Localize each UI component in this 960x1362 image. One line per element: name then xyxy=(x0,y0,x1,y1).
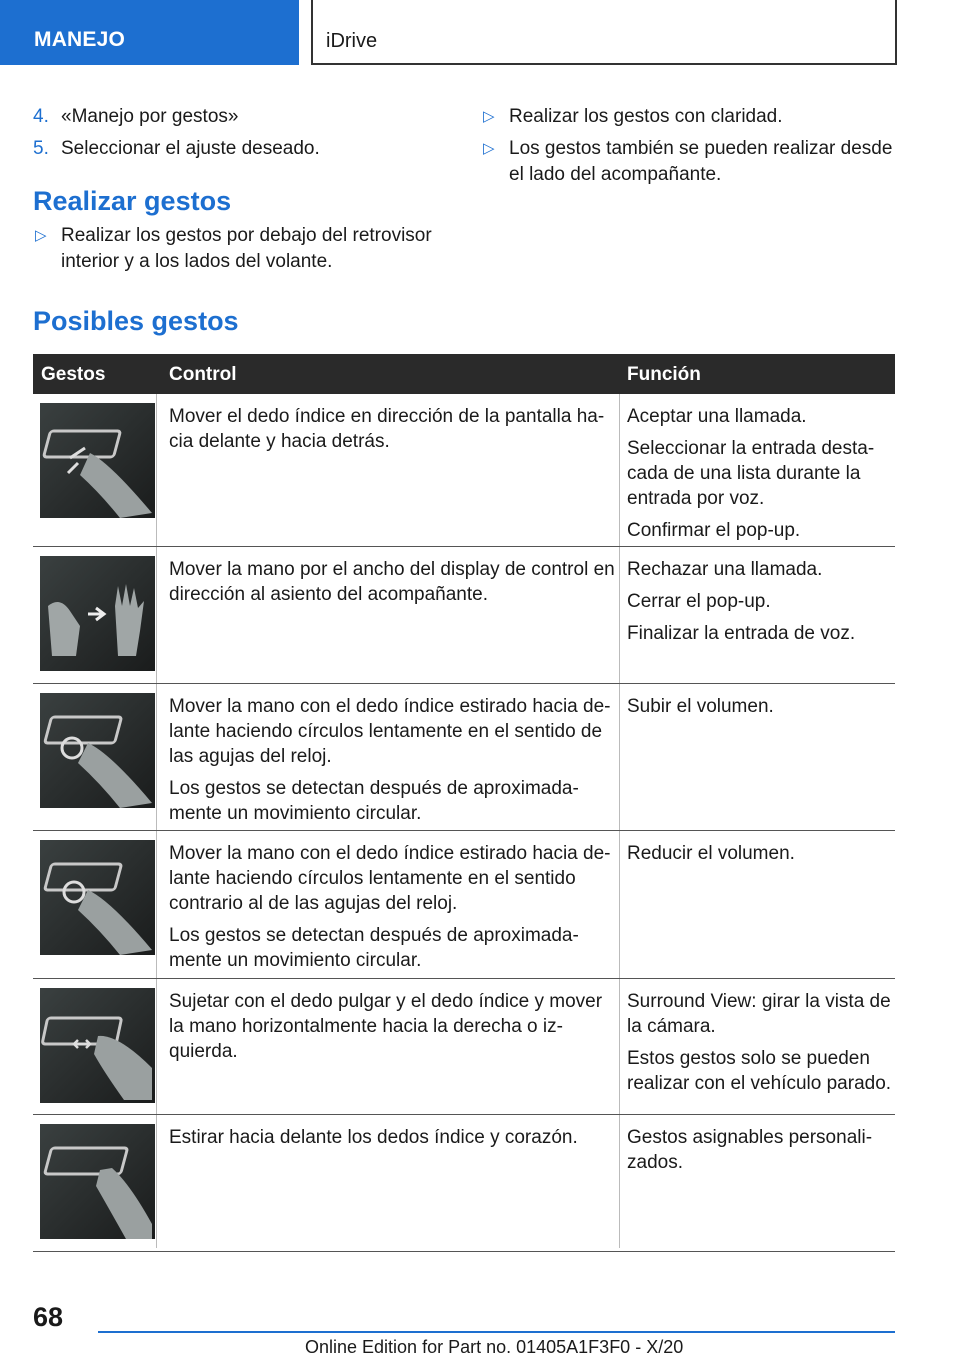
table-row xyxy=(33,394,895,547)
bullet-item xyxy=(481,104,895,130)
section-heading-realizar: Realizar gestos xyxy=(33,186,232,216)
bullet-text: Realizar los gestos con claridad. xyxy=(509,106,783,127)
pinch-rotate-gesture-icon xyxy=(40,988,155,1103)
table-row xyxy=(33,831,895,979)
function-cell xyxy=(627,1125,895,1182)
hand-swipe-gesture-icon xyxy=(40,556,155,671)
function-cell xyxy=(627,841,895,873)
chapter-title: iDrive xyxy=(326,30,378,52)
function-text: Finalizar la entrada de voz. xyxy=(627,623,856,644)
function-cell xyxy=(627,694,895,726)
function-text: Reducir el volumen. xyxy=(627,843,795,864)
table-row xyxy=(33,684,895,831)
bullet-triangle-icon: ▷ xyxy=(483,140,495,157)
step-number: 4. xyxy=(33,106,49,127)
function-text: Rechazar una llamada. xyxy=(627,559,823,580)
step-list xyxy=(33,104,443,168)
control-cell xyxy=(169,557,617,614)
function-cell xyxy=(627,557,895,653)
control-cell xyxy=(169,404,617,461)
finger-tap-gesture-icon xyxy=(40,403,155,518)
circle-clockwise-gesture-icon xyxy=(40,693,155,808)
bullet-triangle-icon: ▷ xyxy=(483,108,495,125)
function-text: Confirmar el pop-up. xyxy=(627,520,801,541)
control-text: Sujetar con el dedo pulgar y el dedo índice y mover la mano horizontalmente hacia la derecha o iz-quierda. xyxy=(169,991,603,1062)
section-heading-posibles: Posibles gestos xyxy=(33,306,239,336)
header-gestos: Gestos xyxy=(41,364,106,385)
control-cell xyxy=(169,694,617,833)
control-cell xyxy=(169,989,617,1071)
chapter-header xyxy=(311,0,897,65)
function-text: Subir el volumen. xyxy=(627,696,774,717)
circle-counterclockwise-gesture-icon xyxy=(40,840,155,955)
section-title: MANEJO xyxy=(34,28,126,51)
bullet-list-right xyxy=(481,104,895,194)
control-text: Mover la mano con el dedo índice estirado hacia de-lante haciendo círculos lentamente en el sentido contrario al de las agujas del reloj. xyxy=(169,843,611,914)
function-text: Surround View: girar la vista de la cámara. xyxy=(627,991,891,1037)
control-text: Estirar hacia delante los dedos índice y corazón. xyxy=(169,1127,578,1148)
control-text: Los gestos se detectan después de aproximada-mente un movimiento circular. xyxy=(169,925,579,971)
two-finger-gesture-icon xyxy=(40,1124,155,1239)
control-text: Los gestos se detectan después de aproximada-mente un movimiento circular. xyxy=(169,778,579,824)
step-item xyxy=(33,104,443,130)
function-text: Cerrar el pop-up. xyxy=(627,591,771,612)
table-header xyxy=(33,354,895,394)
control-text: Mover la mano con el dedo índice estirado hacia de-lante haciendo círculos lentamente en el sentido de las agujas del reloj. xyxy=(169,696,611,767)
bullet-item xyxy=(481,136,895,188)
control-text: Mover el dedo índice en dirección de la pantalla ha-cia delante y hacia detrás. xyxy=(169,406,605,452)
control-cell xyxy=(169,1125,617,1157)
footer-divider xyxy=(98,1331,895,1333)
footer-edition: Online Edition for Part no. 01405A1F3F0 - X/20 xyxy=(305,1337,684,1357)
bullet-triangle-icon: ▷ xyxy=(35,227,47,244)
header-funcion: Función xyxy=(627,364,701,385)
step-item xyxy=(33,136,443,162)
function-text: Gestos asignables personali-zados. xyxy=(627,1127,873,1173)
header-control: Control xyxy=(169,364,237,385)
step-text: Seleccionar el ajuste deseado. xyxy=(61,138,320,159)
step-number: 5. xyxy=(33,138,49,159)
bullet-text: Los gestos también se pueden realizar desde el lado del acompañante. xyxy=(509,138,893,185)
function-text: Seleccionar la entrada desta-cada de una lista durante la entrada por voz. xyxy=(627,438,875,509)
control-text: Mover la mano por el ancho del display de control en dirección al asiento del acompañante. xyxy=(169,559,615,605)
bullet-item xyxy=(33,223,443,275)
table-row xyxy=(33,1115,895,1252)
gestures-table xyxy=(33,354,895,1252)
function-cell xyxy=(627,989,895,1103)
page-number: 68 xyxy=(33,1302,64,1332)
section-tab xyxy=(0,0,299,65)
bullet-list-left xyxy=(33,223,443,281)
control-cell xyxy=(169,841,617,980)
step-text: «Manejo por gestos» xyxy=(61,106,239,127)
table-row xyxy=(33,979,895,1115)
bullet-text: Realizar los gestos por debajo del retrovisor interior y a los lados del volante. xyxy=(61,225,432,272)
function-cell xyxy=(627,404,895,550)
function-text: Estos gestos solo se pueden realizar con el vehículo parado. xyxy=(627,1048,892,1094)
table-row xyxy=(33,547,895,684)
function-text: Aceptar una llamada. xyxy=(627,406,807,427)
